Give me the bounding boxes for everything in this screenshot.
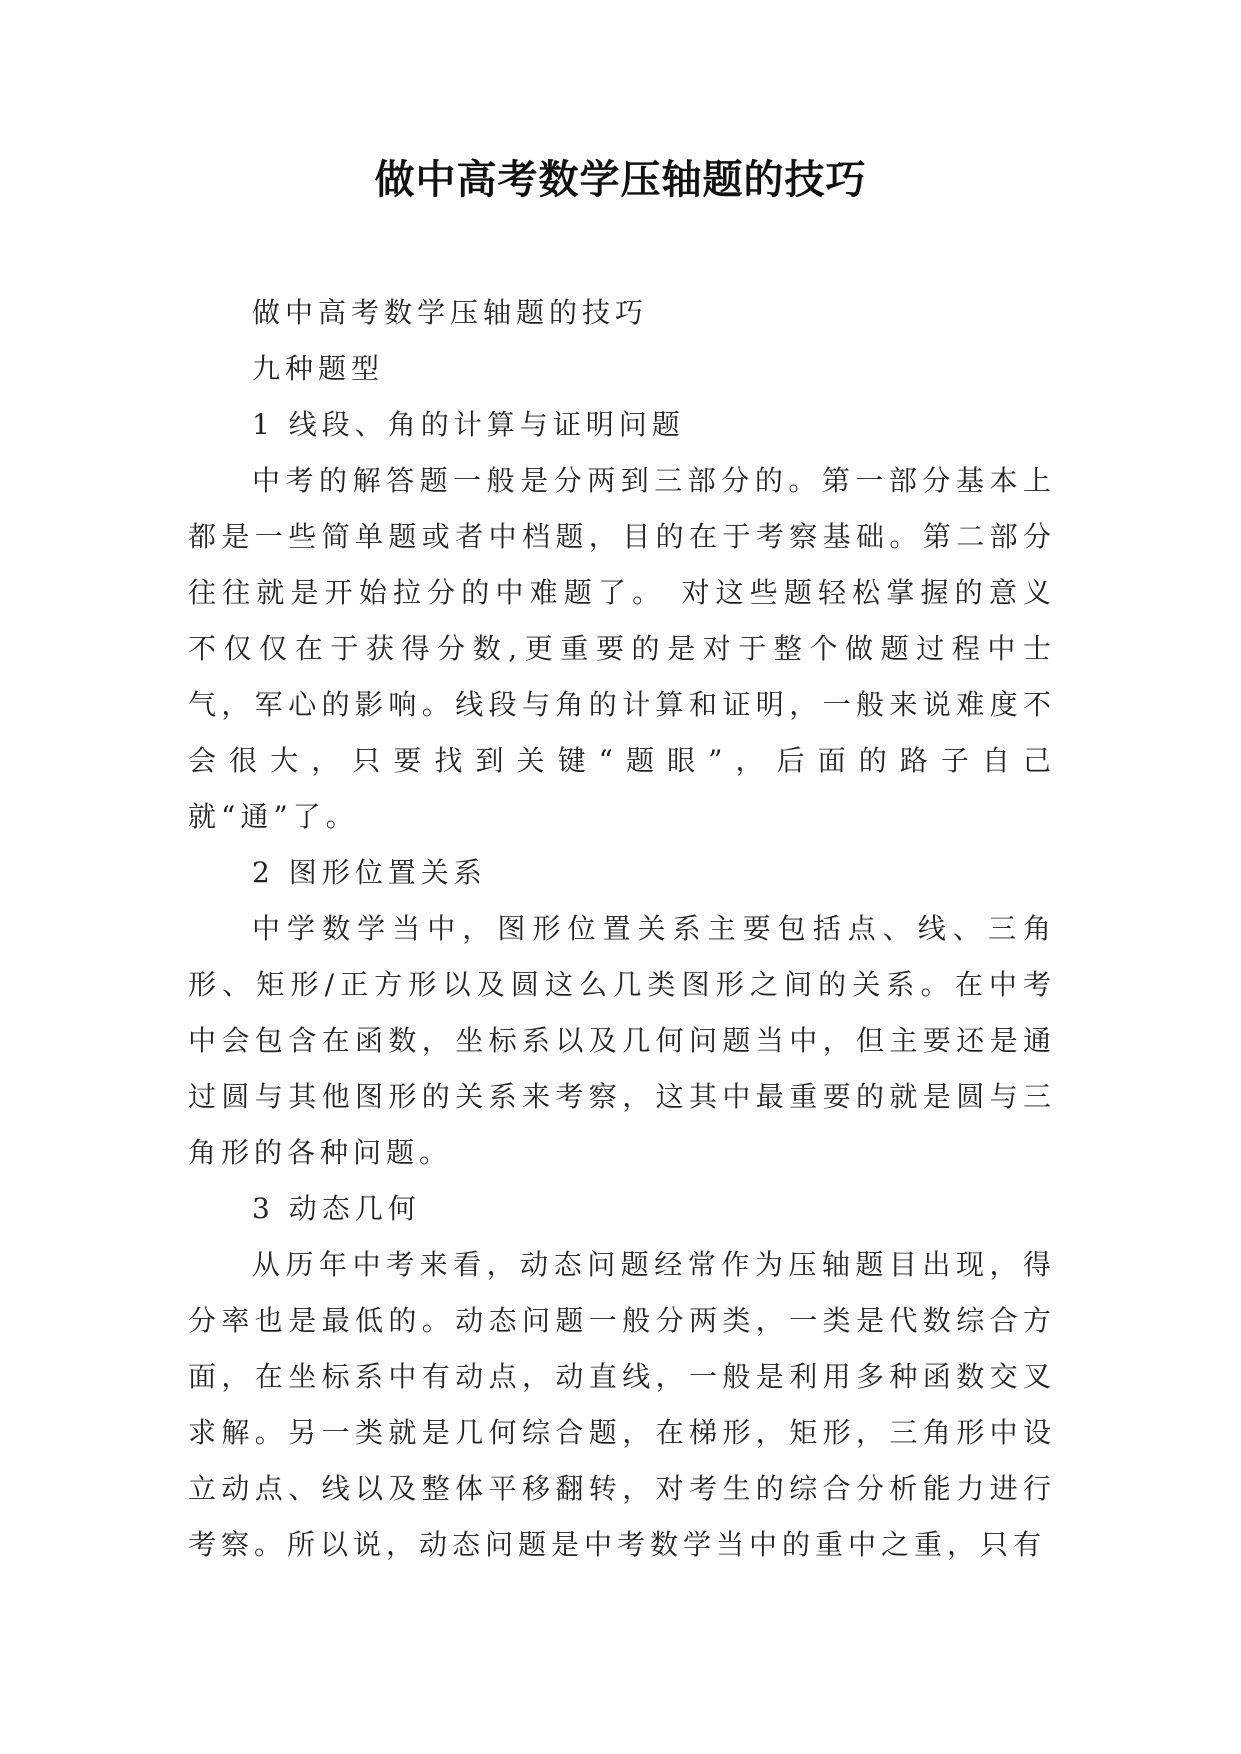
paragraph-subtitle: 做中高考数学压轴题的技巧	[252, 296, 649, 329]
document-body	[188, 285, 1056, 1573]
document-title: 做中高考数学压轴题的技巧	[374, 156, 867, 203]
paragraph-section-3: 从历年中考来看，动态问题经常作为压轴题目出现，得分率也是最低的。动态问题一般分两类，一类是代数综合方面，在坐标系中有动点，动直线，一般是利用多种函数交叉求解。另一类就是几何综合题，在梯形，矩形，三角形中设立动点、线以及整体平移翻转，对考生的综合分析能力进行考察。所以说，动态问题是中考数学当中的重中之重，只有	[188, 1248, 1056, 1561]
section-heading-2: 2 图形位置关系	[252, 856, 487, 889]
section-heading-3: 3 动态几何	[252, 1192, 421, 1225]
paragraph-section-1: 中考的解答题一般是分两到三部分的。第一部分基本上都是一些简单题或者中档题，目的在于考察基础。第二部分往往就是开始拉分的中难题了。 对这些题轻松掌握的意义不仅仅在于获得分数,更重要的是对于整个做题过程中士气，军心的影响。线段与角的计算和证明，一般来说难度不会很大，只要找到关键“题眼”，后面的路子自己就“通”了。	[188, 464, 1056, 833]
paragraph-section-2: 中学数学当中，图形位置关系主要包括点、线、三角形、矩形/正方形以及圆这么几类图形之间的关系。在中考中会包含在函数，坐标系以及几何问题当中，但主要还是通过圆与其他图形的关系来考察，这其中最重要的就是圆与三角形的各种问题。	[188, 912, 1056, 1169]
section-heading-1: 1 线段、角的计算与证明问题	[252, 408, 685, 441]
paragraph-question-types: 九种题型	[252, 352, 385, 385]
